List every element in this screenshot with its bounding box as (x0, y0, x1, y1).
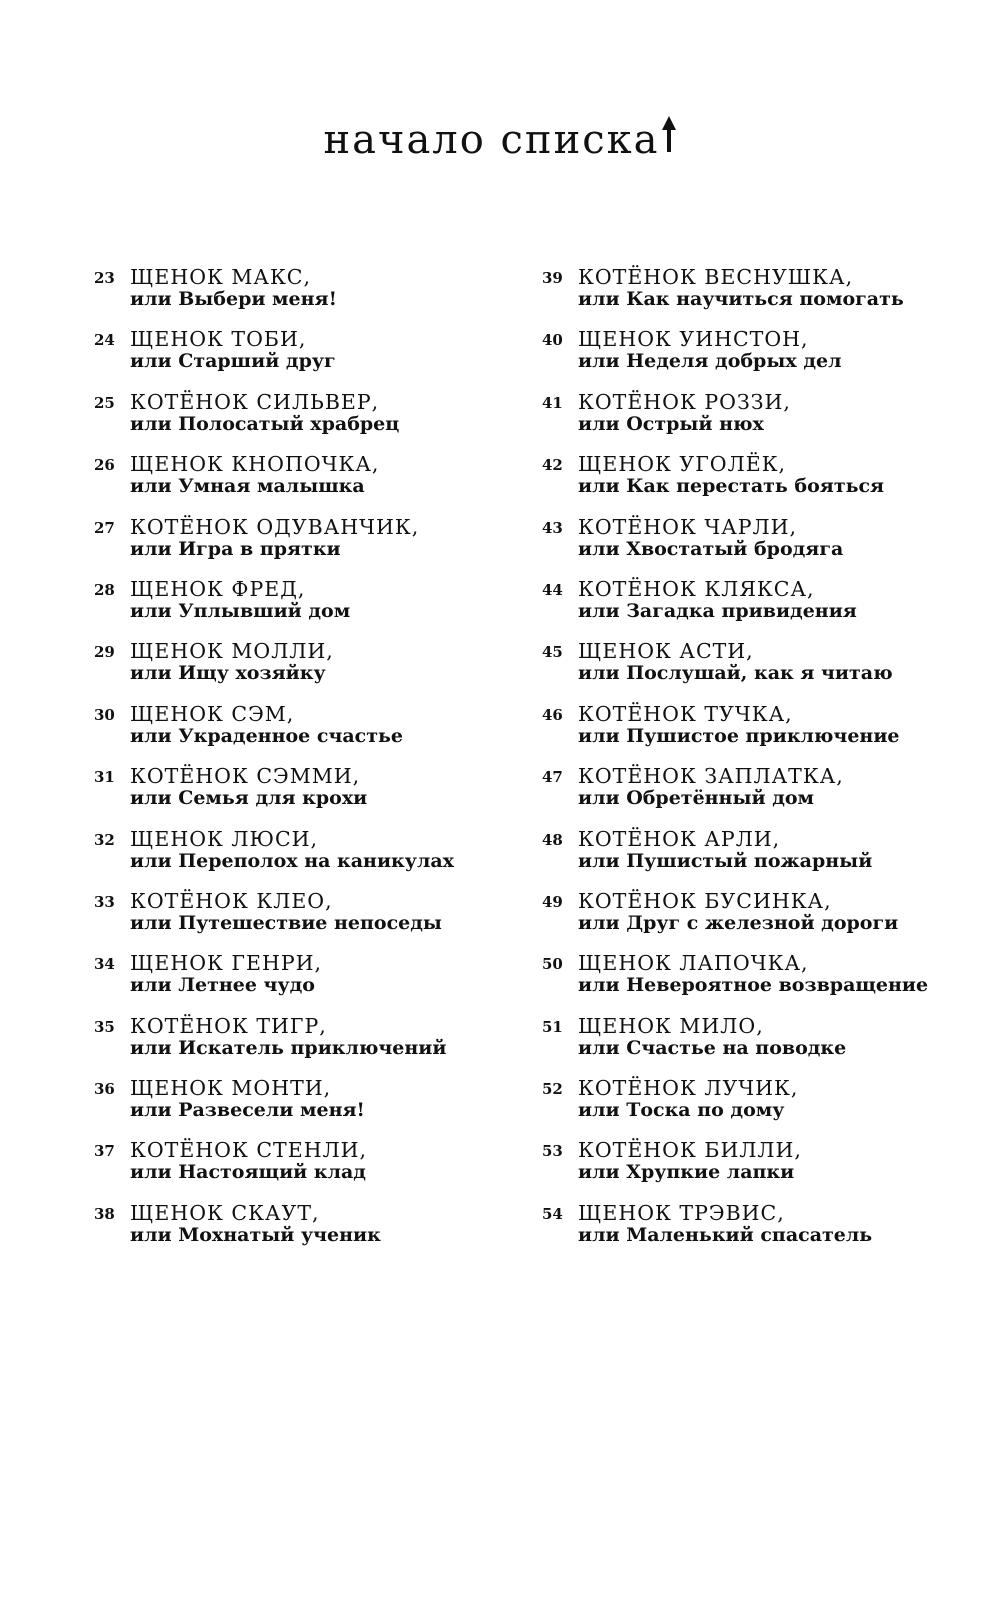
book-title: ЩЕНОК УИНСТОН, (578, 327, 809, 352)
book-text (130, 952, 322, 996)
book-number: 26 (94, 456, 115, 475)
book-title: ЩЕНОК УГОЛЁК, (578, 452, 787, 477)
book-text (578, 266, 904, 310)
book-text (578, 516, 843, 560)
book-number: 52 (542, 1080, 563, 1099)
book-title: КОТЁНОК ЧАРЛИ, (578, 514, 798, 539)
book-entry (542, 391, 974, 453)
book-text (130, 1015, 447, 1059)
book-number: 48 (542, 830, 563, 849)
book-subtitle: или Невероятное возвращение (578, 974, 929, 997)
book-subtitle: или Загадка привидения (578, 599, 857, 622)
book-number: 47 (542, 768, 563, 787)
book-text (130, 703, 403, 747)
book-text (130, 516, 419, 560)
book-number: 23 (94, 269, 115, 287)
book-entry (542, 1077, 974, 1139)
book-title: КОТЁНОК ЛУЧИК, (578, 1076, 799, 1101)
book-title: ЩЕНОК ЛЮСИ, (130, 826, 319, 851)
book-text (578, 391, 791, 435)
book-number: 27 (94, 518, 115, 537)
book-title: ЩЕНОК ГЕНРИ, (130, 951, 323, 976)
book-title: КОТЁНОК КЛЯКСА, (578, 576, 815, 601)
book-entry (94, 890, 526, 952)
book-subtitle: или Пушистый пожарный (578, 849, 873, 872)
book-number: 42 (542, 456, 563, 475)
book-title: ЩЕНОК МАКС, (130, 265, 312, 289)
book-title: КОТЁНОК РОЗЗИ, (578, 389, 791, 414)
book-entry (542, 640, 974, 702)
book-list (94, 266, 974, 1264)
book-title: ЩЕНОК МИЛО, (578, 1013, 764, 1038)
book-number: 51 (542, 1017, 563, 1036)
book-number: 39 (542, 269, 563, 287)
book-title: КОТЁНОК СИЛЬВЕР, (130, 389, 380, 414)
book-text (130, 391, 399, 435)
book-title: КОТЁНОК АРЛИ, (578, 826, 781, 851)
book-title: ЩЕНОК ФРЕД, (130, 576, 306, 601)
book-text (130, 828, 454, 872)
book-subtitle: или Летнее чудо (130, 974, 315, 997)
book-entry (542, 890, 974, 952)
book-text (578, 1202, 872, 1246)
header-inner (324, 112, 677, 168)
book-entry (94, 828, 526, 890)
book-text (130, 1077, 365, 1121)
book-subtitle: или Маленький спасатель (578, 1223, 873, 1246)
book-number: 54 (542, 1204, 563, 1223)
book-subtitle: или Умная малышка (130, 475, 365, 498)
book-text (130, 1139, 367, 1183)
book-subtitle: или Игра в прятки (130, 537, 341, 560)
book-text (130, 266, 337, 310)
book-number: 49 (542, 892, 563, 911)
book-subtitle: или Хвостатый бродяга (578, 537, 844, 560)
book-subtitle: или Уплывший дом (130, 599, 351, 622)
book-subtitle: или Тоска по дому (578, 1099, 785, 1122)
book-title: КОТЁНОК ОДУВАНЧИК, (130, 514, 420, 539)
book-title: ЩЕНОК КНОПОЧКА, (130, 452, 380, 477)
book-title: ЩЕНОК ЛАПОЧКА, (578, 951, 809, 976)
book-entry (542, 1015, 974, 1077)
book-title: КОТЁНОК КЛЕО, (130, 888, 333, 913)
book-number: 41 (542, 393, 563, 412)
book-number: 36 (94, 1080, 115, 1099)
page-header (0, 112, 1000, 168)
book-list-left-column (94, 266, 526, 1264)
book-subtitle: или Настоящий клад (130, 1161, 366, 1184)
book-entry (542, 578, 974, 640)
book-entry (94, 1139, 526, 1201)
book-text (578, 578, 857, 622)
book-text (130, 890, 442, 934)
book-entry (542, 453, 974, 515)
book-subtitle: или Полосатый храбрец (130, 412, 400, 435)
book-list-right-column (542, 266, 974, 1264)
book-subtitle: или Послушай, как я читаю (578, 662, 893, 685)
book-entry (94, 328, 526, 390)
book-number: 30 (94, 705, 115, 724)
book-text (578, 328, 841, 372)
book-number: 46 (542, 705, 563, 724)
book-subtitle: или Семья для крохи (130, 787, 368, 810)
book-title: ЩЕНОК МОЛЛИ, (130, 639, 334, 664)
book-entry (94, 266, 526, 328)
book-title: КОТЁНОК ЗАПЛАТКА, (578, 764, 844, 789)
arrow-up-icon (662, 116, 676, 156)
book-entry (542, 516, 974, 578)
book-subtitle: или Путешествие непоседы (130, 911, 442, 934)
book-subtitle: или Украденное счастье (130, 724, 403, 747)
book-number: 40 (542, 331, 563, 350)
book-text (578, 1015, 846, 1059)
book-title: ЩЕНОК ТРЭВИС, (578, 1200, 785, 1225)
book-text (130, 453, 379, 497)
book-number: 35 (94, 1017, 115, 1036)
book-text (578, 765, 844, 809)
book-title: КОТЁНОК СТЕНЛИ, (130, 1138, 368, 1163)
book-number: 24 (94, 331, 115, 350)
book-title: ЩЕНОК МОНТИ, (130, 1076, 332, 1101)
book-subtitle: или Старший друг (130, 350, 336, 373)
book-entry (542, 703, 974, 765)
book-title: ЩЕНОК ТОБИ, (130, 327, 307, 352)
book-text (578, 703, 900, 747)
book-text (578, 890, 898, 934)
book-subtitle: или Острый нюх (578, 412, 764, 435)
book-title: ЩЕНОК СЭМ, (130, 701, 295, 726)
book-entry (542, 1139, 974, 1201)
book-entry (94, 1077, 526, 1139)
book-entry (94, 1015, 526, 1077)
page-title: начало списка (323, 117, 660, 163)
book-subtitle: или Ищу хозяйку (130, 662, 326, 685)
book-entry (94, 578, 526, 640)
book-subtitle: или Как научиться помогать (578, 288, 904, 310)
book-number: 31 (94, 768, 115, 787)
book-text (578, 952, 928, 996)
book-text (578, 453, 884, 497)
book-entry (94, 952, 526, 1014)
book-entry (94, 391, 526, 453)
book-entry (94, 703, 526, 765)
book-text (578, 1077, 798, 1121)
book-text (130, 578, 350, 622)
book-text (130, 328, 336, 372)
book-entry (94, 516, 526, 578)
book-title: КОТЁНОК БИЛЛИ, (578, 1138, 802, 1163)
book-text (130, 1202, 381, 1246)
book-title: КОТЁНОК ТУЧКА, (578, 701, 793, 726)
book-entry (542, 328, 974, 390)
book-subtitle: или Выбери меня! (130, 288, 337, 310)
book-subtitle: или Хрупкие лапки (578, 1161, 795, 1184)
book-subtitle: или Пушистое приключение (578, 724, 900, 747)
book-number: 45 (542, 643, 563, 662)
book-number: 32 (94, 830, 115, 849)
book-entry (542, 952, 974, 1014)
book-number: 28 (94, 580, 115, 599)
book-subtitle: или Неделя добрых дел (578, 350, 842, 373)
book-number: 33 (94, 892, 115, 911)
book-title: ЩЕНОК СКАУТ, (130, 1200, 320, 1225)
book-number: 37 (94, 1142, 115, 1161)
book-subtitle: или Друг с железной дороги (578, 911, 899, 934)
book-entry (94, 453, 526, 515)
book-number: 38 (94, 1204, 115, 1223)
book-text (578, 1139, 802, 1183)
book-subtitle: или Искатель приключений (130, 1036, 447, 1059)
book-number: 43 (542, 518, 563, 537)
book-title: КОТЁНОК БУСИНКА, (578, 888, 832, 913)
book-entry (542, 1202, 974, 1264)
book-subtitle: или Как перестать бояться (578, 475, 885, 498)
book-subtitle: или Обретённый дом (578, 787, 815, 810)
book-number: 25 (94, 393, 115, 412)
book-number: 50 (542, 955, 563, 974)
book-title: КОТЁНОК СЭММИ, (130, 764, 361, 789)
book-entry (94, 1202, 526, 1264)
book-entry (542, 765, 974, 827)
book-entry (94, 765, 526, 827)
book-text (578, 640, 893, 684)
book-number: 44 (542, 580, 563, 599)
book-subtitle: или Переполох на каникулах (130, 849, 454, 872)
book-entry (542, 266, 974, 328)
book-entry (94, 640, 526, 702)
book-number: 34 (94, 955, 115, 974)
book-title: КОТЁНОК ВЕСНУШКА, (578, 265, 854, 289)
book-text (130, 640, 334, 684)
book-entry (542, 828, 974, 890)
book-subtitle: или Развесели меня! (130, 1099, 365, 1122)
book-number: 29 (94, 643, 115, 662)
book-title: ЩЕНОК АСТИ, (578, 639, 754, 664)
book-title: КОТЁНОК ТИГР, (130, 1013, 327, 1038)
book-number: 53 (542, 1142, 563, 1161)
book-subtitle: или Мохнатый ученик (130, 1223, 381, 1246)
book-text (130, 765, 367, 809)
book-subtitle: или Счастье на поводке (578, 1036, 847, 1059)
book-text (578, 828, 872, 872)
